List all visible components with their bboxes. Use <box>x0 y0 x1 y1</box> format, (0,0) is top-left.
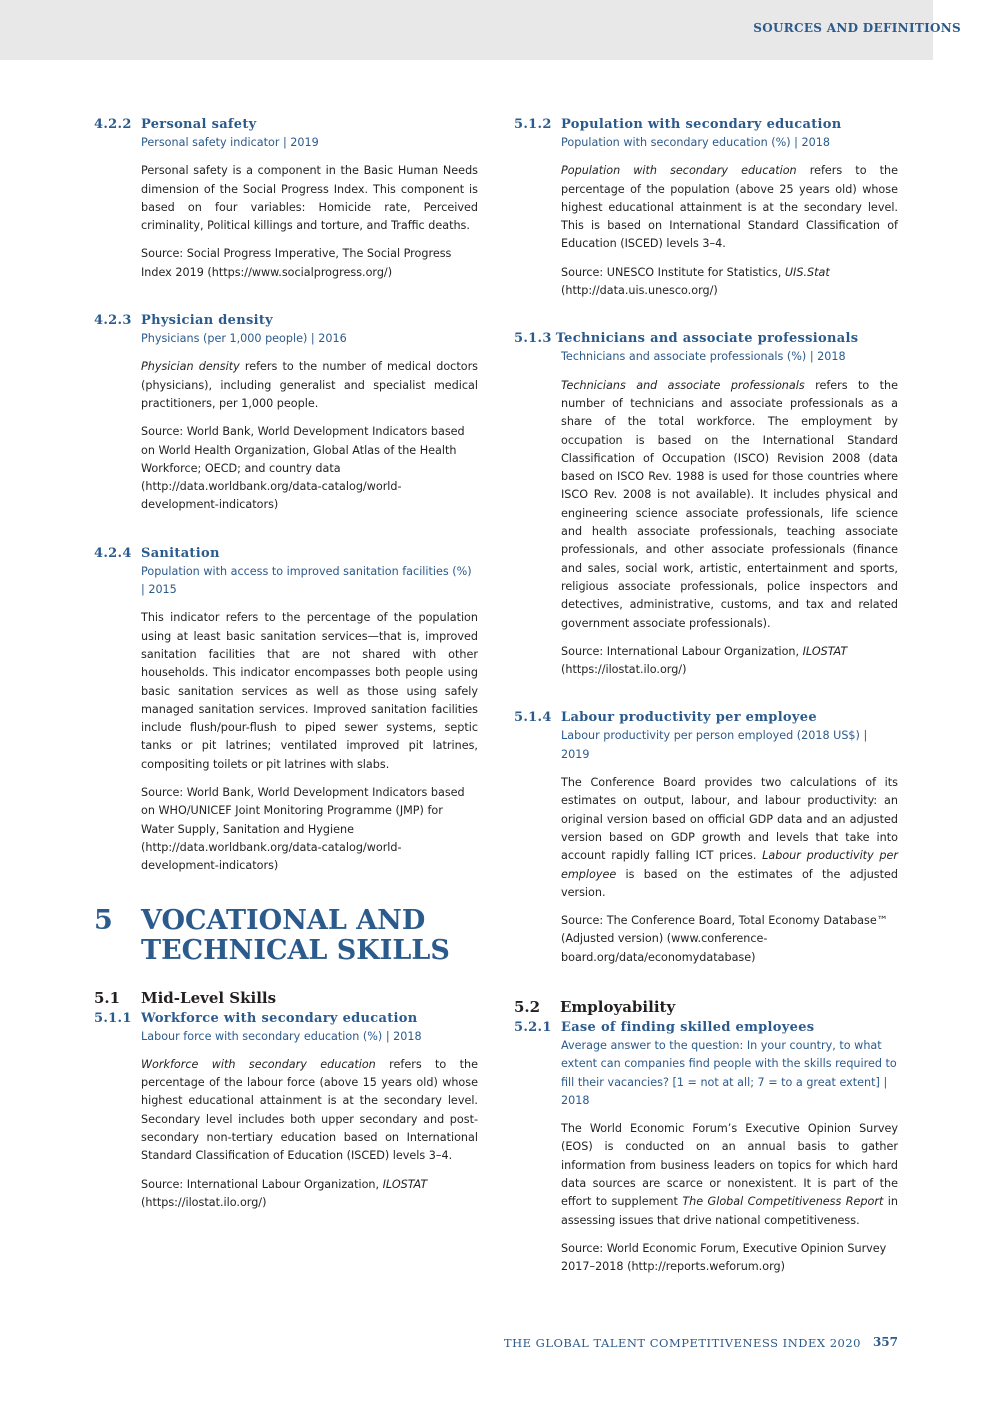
subsection-number: 5.2 <box>514 997 541 1016</box>
definition-body: The Conference Board provides two calculations of its estimates on output, labour, and labour productivity: an original version based on official GDP data and an adjusted version based on GDP growth and levels that take into account rapidly falling ICT prices. <box>561 776 898 863</box>
source-text: Source: Social Progress Imperative, The Social Progress Index 2019 (https://www.socialprogress.org/) <box>141 247 452 279</box>
source-prefix: Source: UNESCO Institute for Statistics, <box>561 265 785 279</box>
subsection-title: Employability <box>560 997 676 1016</box>
entry-title: Physician density <box>141 313 274 329</box>
indicator-description: Personal safety indicator | 2019 <box>141 136 319 149</box>
source-text <box>561 264 898 301</box>
subsection-title: Mid-Level Skills <box>141 988 277 1007</box>
section-title-line: VOCATIONAL AND <box>141 904 426 936</box>
right-column <box>514 110 898 1307</box>
subsection-number: 5.1 <box>94 988 121 1007</box>
subsection-heading <box>94 988 478 1008</box>
source-prefix: Source: International Labour Organization, <box>561 644 803 658</box>
source-prefix: Source: International Labour Organization, <box>141 1177 383 1191</box>
term-emphasis: Population with secondary education <box>561 164 797 178</box>
entry-heading <box>94 312 478 330</box>
entry-number: 5.1.4 <box>514 710 552 726</box>
entry-heading <box>94 116 478 134</box>
entry-heading <box>514 1019 898 1037</box>
source-url: (https://ilostat.ilo.org/) <box>141 1195 267 1209</box>
indicator-description: Physicians (per 1,000 people) | 2016 <box>141 332 347 346</box>
entry-number: 5.1.3 <box>514 331 552 347</box>
section-number: 5 <box>94 904 113 936</box>
entry-workforce-secondary-education <box>94 1010 478 1213</box>
source-text: Source: World Bank, World Development Indicators based on World Health Organization, Global Atlas of the Health Workforce; OECD; and country data (http://data.worldbank.org/data-catalog/world-development-indicators) <box>141 425 465 512</box>
definition-body: The World Economic Forum’s Executive Opinion Survey (EOS) is conducted on an annual basis to gather information from business leaders on topics for which hard data sources are scarce or nonexistent. It is part of the effort to supplement <box>561 1122 898 1209</box>
definition-body: refers to the number of medical doctors (physicians), including generalist and specialist medical practitioners, per 1,000 people. <box>141 360 478 410</box>
entry-title: Ease of finding skilled employees <box>561 1019 815 1035</box>
entry-title: Technicians and associate professionals <box>555 331 859 347</box>
source-url: (http://data.uis.unesco.org/) <box>561 284 718 298</box>
entry-technicians <box>514 330 898 679</box>
definition-text: This indicator refers to the percentage of the population using at least basic sanitation services—that is, improved sanitation facilities that are not shared with other households. This indicator encompasses both people using basic sanitation services as well as those using safely managed sanitation services. Improved sanitation facilities include flush/pour-flush to piped sewer systems, septic tanks or pit latrines; ventilated improved pit latrines, compositing toilets or pit latrines with slabs. <box>141 611 478 771</box>
entry-number: 4.2.3 <box>94 313 132 329</box>
entry-number: 4.2.4 <box>94 545 132 561</box>
entry-heading <box>94 1010 478 1028</box>
section-title-line: TECHNICAL SKILLS <box>141 934 450 966</box>
source-text: Source: The Conference Board, Total Economy Database™ (Adjusted version) (www.conference-board.org/data/economydatabase) <box>561 914 888 964</box>
entry-title: Sanitation <box>141 545 220 561</box>
source-text: Source: World Bank, World Development Indicators based on WHO/UNICEF Joint Monitoring Programme (JMP) for Water Supply, Sanitation and Hygiene (http://data.worldbank.org/data-catalog/world-development-indicators) <box>141 786 465 873</box>
indicator-description: Average answer to the question: In your country, to what extent can companies find people with the skills required to fill their vacancies? [1 = not at all; 7 = to a great extent] | 2018 <box>561 1038 897 1107</box>
entry-labour-productivity <box>514 709 898 967</box>
indicator-description: Population with secondary education (%) | 2018 <box>561 136 830 149</box>
definition-body: refers to the number of technicians and associate professionals as a share of the total workforce. The employment by occupation is based on the International Standard Classification of Occupation (ISCO) Revision 2008 (data based on ISCO Rev. 1988 is used for those countries where ISCO Rev. 2008 is not available). It includes physical and engineering science associate professionals, life science and health associate professionals, teaching associate professionals, and other associate professionals (finance and sales, social work, artistic, entertainment and sports, religious associate professionals, police inspectors and detectives, administrative, customs, and tax and related government associate professionals). <box>561 378 898 630</box>
left-column <box>94 110 478 1242</box>
entry-number: 5.1.1 <box>94 1010 132 1026</box>
source-title: ILOSTAT <box>382 1177 428 1191</box>
entry-title: Workforce with secondary education <box>141 1010 418 1026</box>
entry-sanitation <box>94 545 478 876</box>
indicator-description: Labour productivity per person employed (2018 US$) | 2019 <box>561 729 868 761</box>
source-text <box>561 643 898 680</box>
page-number: 357 <box>872 1335 898 1349</box>
term-emphasis: Physician density <box>141 360 240 374</box>
entry-title: Population with secondary education <box>561 117 842 132</box>
section-title <box>141 906 450 966</box>
footer-publication-title: THE GLOBAL TALENT COMPETITIVENESS INDEX 2020 <box>503 1336 861 1350</box>
definition-body: is based on the estimates of the adjusted version. <box>561 867 898 899</box>
entry-heading <box>514 709 898 727</box>
definition-text <box>561 774 898 902</box>
indicator-description: Labour force with secondary education (%) | 2018 <box>141 1029 422 1043</box>
entry-heading <box>514 330 898 348</box>
entry-number: 5.2.1 <box>514 1019 552 1035</box>
entry-heading <box>94 545 478 563</box>
entry-heading <box>514 116 898 134</box>
definition-text <box>141 1056 478 1166</box>
section-heading <box>94 906 478 966</box>
definition-body: refers to the percentage of the labour force (above 15 years old) whose highest educational attainment is at the secondary level. Secondary level includes both upper secondary and post-secondary non-tertiary education based on International Standard Classification of Education (ISCED) levels 3–4. <box>141 1057 479 1163</box>
subsection-heading <box>514 997 898 1017</box>
entry-number: 4.2.2 <box>94 117 132 132</box>
source-text <box>141 1176 478 1213</box>
entry-population-secondary-education <box>514 116 898 300</box>
definition-text: Personal safety is a component in the Basic Human Needs dimension of the Social Progress Index. This component is based on four variables: Homicide rate, Perceived criminality, Political killings and torture, and Traffic deaths. <box>141 164 478 233</box>
definition-body: in assessing issues that drive national competitiveness. <box>561 1195 898 1227</box>
definition-body: refers to the percentage of the population (above 25 years old) whose highest educational attainment is at the secondary level. This is based on International Standard Classification of Education (ISCED) levels 3–4. <box>561 164 898 251</box>
source-url: (https://ilostat.ilo.org/) <box>561 663 687 677</box>
term-emphasis: Technicians and associate professionals <box>561 378 805 392</box>
term-emphasis: The Global Competitiveness Report <box>682 1195 884 1209</box>
definition-text <box>561 162 898 253</box>
entry-personal-safety <box>94 116 478 282</box>
entry-title: Labour productivity per employee <box>561 710 817 726</box>
definition-text <box>561 1120 898 1230</box>
source-text: Source: World Economic Forum, Executive Opinion Survey 2017–2018 (http://reports.weforum.org) <box>561 1241 887 1274</box>
entry-skilled-employees <box>514 1019 898 1277</box>
term-emphasis: Workforce with secondary education <box>141 1057 376 1071</box>
term-emphasis: Labour productivity per employee <box>561 849 898 881</box>
entry-number: 5.1.2 <box>514 117 552 132</box>
running-header: SOURCES AND DEFINITIONS <box>753 21 961 35</box>
indicator-description: Technicians and associate professionals (%) | 2018 <box>561 350 846 364</box>
definition-text <box>561 377 898 633</box>
definition-text <box>141 358 478 413</box>
entry-physician-density <box>94 312 478 515</box>
entry-title: Personal safety <box>141 117 257 132</box>
indicator-description: Population with access to improved sanitation facilities (%) | 2015 <box>141 564 472 597</box>
source-title: UIS.Stat <box>784 265 830 279</box>
source-title: ILOSTAT <box>802 644 848 658</box>
